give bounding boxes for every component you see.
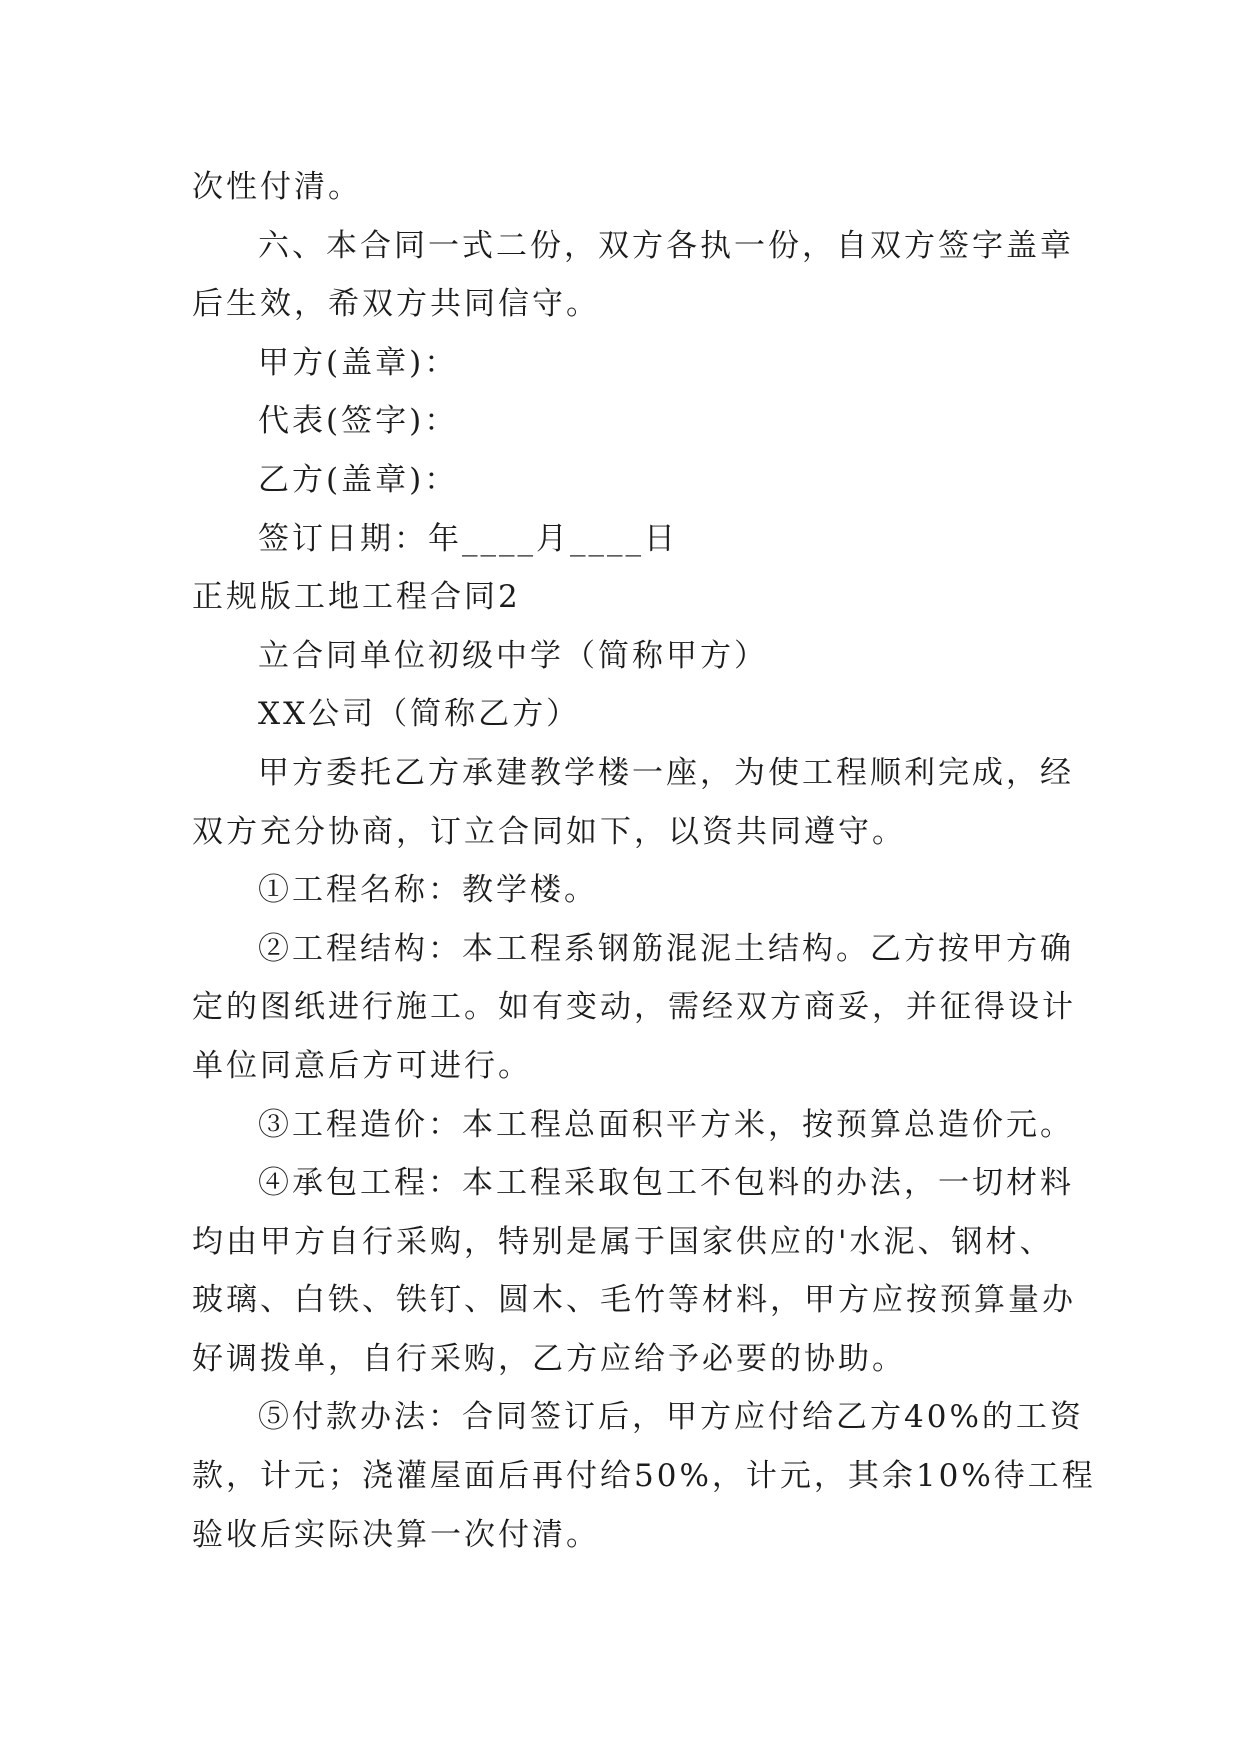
clause-2-line: ②工程结构：本工程系钢筋混泥土结构。乙方按甲方确 [258, 930, 1074, 967]
clause-5-line: ⑤付款办法：合同签订后，甲方应付给乙方40%的工资 [258, 1399, 1084, 1436]
party-a-seal-line: 甲方(盖章)： [258, 344, 459, 381]
party-b-seal-line: 乙方(盖章)： [258, 461, 459, 498]
body-line: 好调拨单，自行采购，乙方应给予必要的协助。 [192, 1340, 906, 1377]
body-line: 双方充分协商，订立合同如下，以资共同遵守。 [192, 813, 906, 850]
signing-date-line: 签订日期：年____月____日 [258, 520, 678, 557]
clause-1-line: ①工程名称：教学楼。 [258, 872, 598, 909]
clause-4-line: ④承包工程：本工程采取包工不包料的办法，一切材料 [258, 1165, 1074, 1202]
clause-3-line: ③工程造价：本工程总面积平方米，按预算总造价元。 [258, 1106, 1074, 1143]
body-line: 次性付清。 [192, 169, 362, 205]
document-page [192, 158, 1096, 1564]
body-line: 玻璃、白铁、铁钉、圆木、毛竹等材料，甲方应按预算量办 [192, 1282, 1076, 1319]
party-b-name-line: XX公司（简称乙方） [258, 696, 581, 733]
body-line: 单位同意后方可进行。 [192, 1047, 532, 1084]
body-line: 款，计元；浇灌屋面后再付给50%，计元，其余10%待工程 [192, 1458, 1096, 1495]
body-line: 定的图纸进行施工。如有变动，需经双方商妥，并征得设计 [192, 989, 1076, 1026]
section-title: 正规版工地工程合同2 [192, 579, 521, 616]
body-line: 均由甲方自行采购，特别是属于国家供应的'水泥、钢材、 [192, 1223, 1054, 1260]
clause-six-line: 六、本合同一式二份，双方各执一份，自双方签字盖章 [258, 227, 1074, 264]
body-line: 验收后实际决算一次付清。 [192, 1516, 600, 1553]
party-a-name-line: 立合同单位初级中学（简称甲方） [258, 637, 768, 674]
intro-line: 甲方委托乙方承建教学楼一座，为使工程顺利完成，经 [258, 754, 1074, 791]
representative-signature-line: 代表(签字)： [258, 403, 459, 440]
body-line: 后生效，希双方共同信守。 [192, 286, 600, 323]
